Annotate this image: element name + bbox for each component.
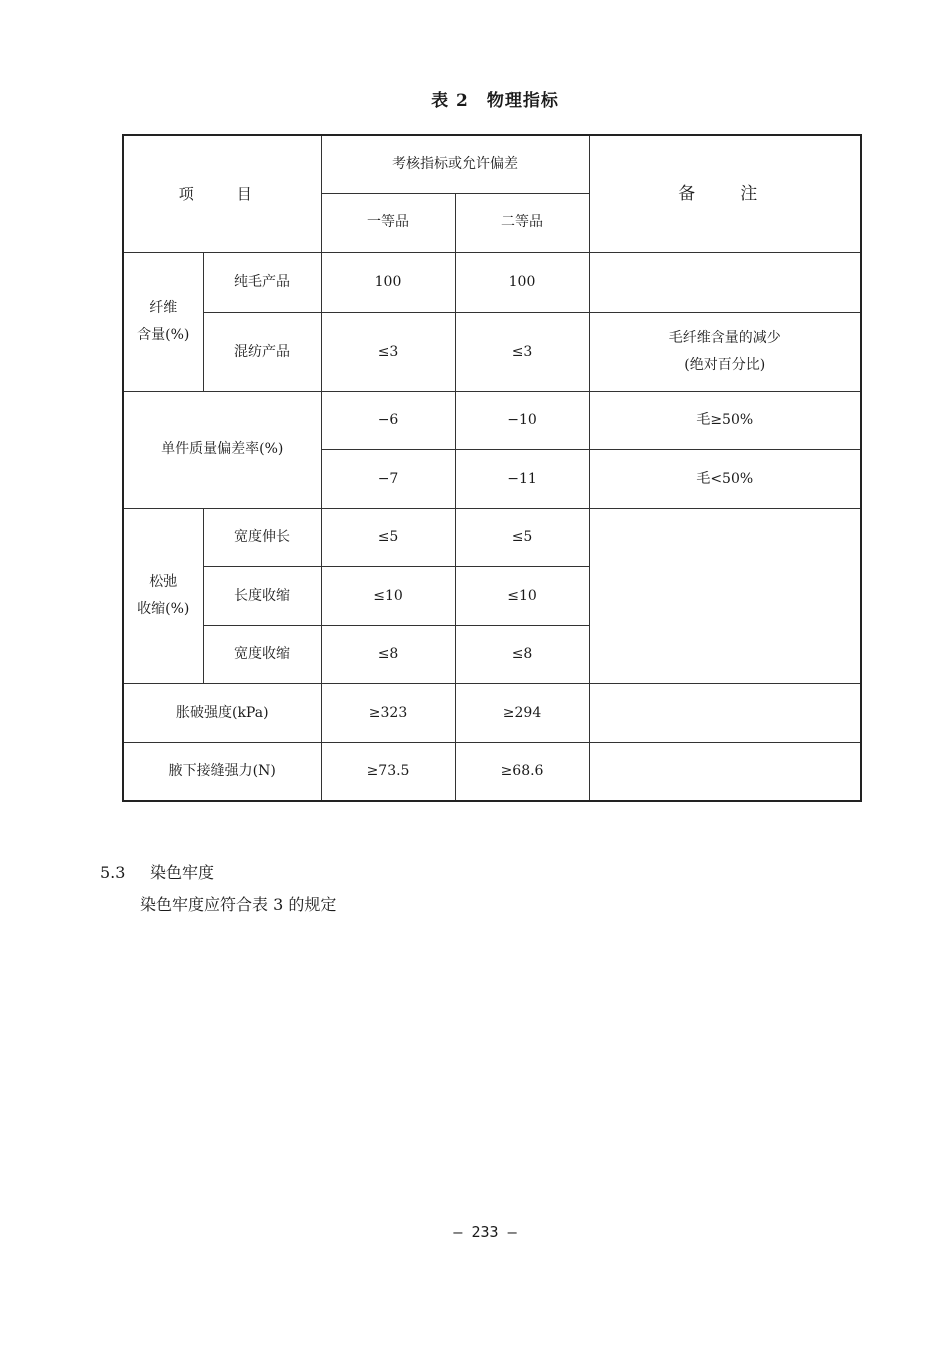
page-number: — 233 —	[453, 1223, 517, 1241]
cell-value: ≤3	[455, 313, 589, 392]
cell-remark: 毛纤维含量的减少 (绝对百分比)	[589, 313, 861, 392]
cell-value: 100	[321, 252, 455, 313]
fiber-content-label: 纤维 含量(%)	[123, 252, 203, 391]
section-heading	[100, 860, 214, 883]
cell-value: ≤10	[321, 567, 455, 626]
cell-value: ≤8	[321, 625, 455, 684]
physical-indicators-table	[122, 134, 862, 802]
section-text: 染色牢度应符合表 3 的规定	[140, 895, 337, 914]
cell-value: ≥323	[321, 684, 455, 743]
section-title: 染色牢度	[150, 863, 215, 882]
cell-remark-empty	[589, 684, 861, 743]
cell-value: ≥294	[455, 684, 589, 743]
header-item: 项 目	[123, 135, 321, 252]
cell-value: −10	[455, 391, 589, 450]
cell-value: ≥73.5	[321, 742, 455, 801]
cell-remark: 毛≥50%	[589, 391, 861, 450]
header-grade1: 一等品	[321, 194, 455, 253]
cell-value: −7	[321, 450, 455, 509]
cell-value: ≥68.6	[455, 742, 589, 801]
row-label: 纯毛产品	[203, 252, 321, 313]
cell-remark: 毛<50%	[589, 450, 861, 509]
cell-remark-empty	[589, 508, 861, 684]
cell-value: ≤10	[455, 567, 589, 626]
seam-strength-label: 腋下接缝强力(N)	[123, 742, 321, 801]
header-grade2: 二等品	[455, 194, 589, 253]
row-label: 混纺产品	[203, 313, 321, 392]
row-label: 宽度收缩	[203, 625, 321, 684]
cell-value: ≤5	[455, 508, 589, 567]
cell-value: ≤5	[321, 508, 455, 567]
burst-strength-label: 胀破强度(kPa)	[123, 684, 321, 743]
header-remark: 备 注	[589, 135, 861, 252]
mass-deviation-label: 单件质量偏差率(%)	[123, 391, 321, 508]
header-group: 考核指标或允许偏差	[321, 135, 589, 194]
row-label: 长度收缩	[203, 567, 321, 626]
cell-value: 100	[455, 252, 589, 313]
section-number: 5.3	[100, 863, 126, 882]
table-title: 表 2 物理指标	[431, 91, 559, 111]
cell-value: ≤3	[321, 313, 455, 392]
cell-remark-empty	[589, 742, 861, 801]
row-label: 宽度伸长	[203, 508, 321, 567]
cell-value: ≤8	[455, 625, 589, 684]
cell-value: −11	[455, 450, 589, 509]
relaxation-shrinkage-label: 松弛 收缩(%)	[123, 508, 203, 684]
cell-value: −6	[321, 391, 455, 450]
cell-remark	[589, 252, 861, 313]
